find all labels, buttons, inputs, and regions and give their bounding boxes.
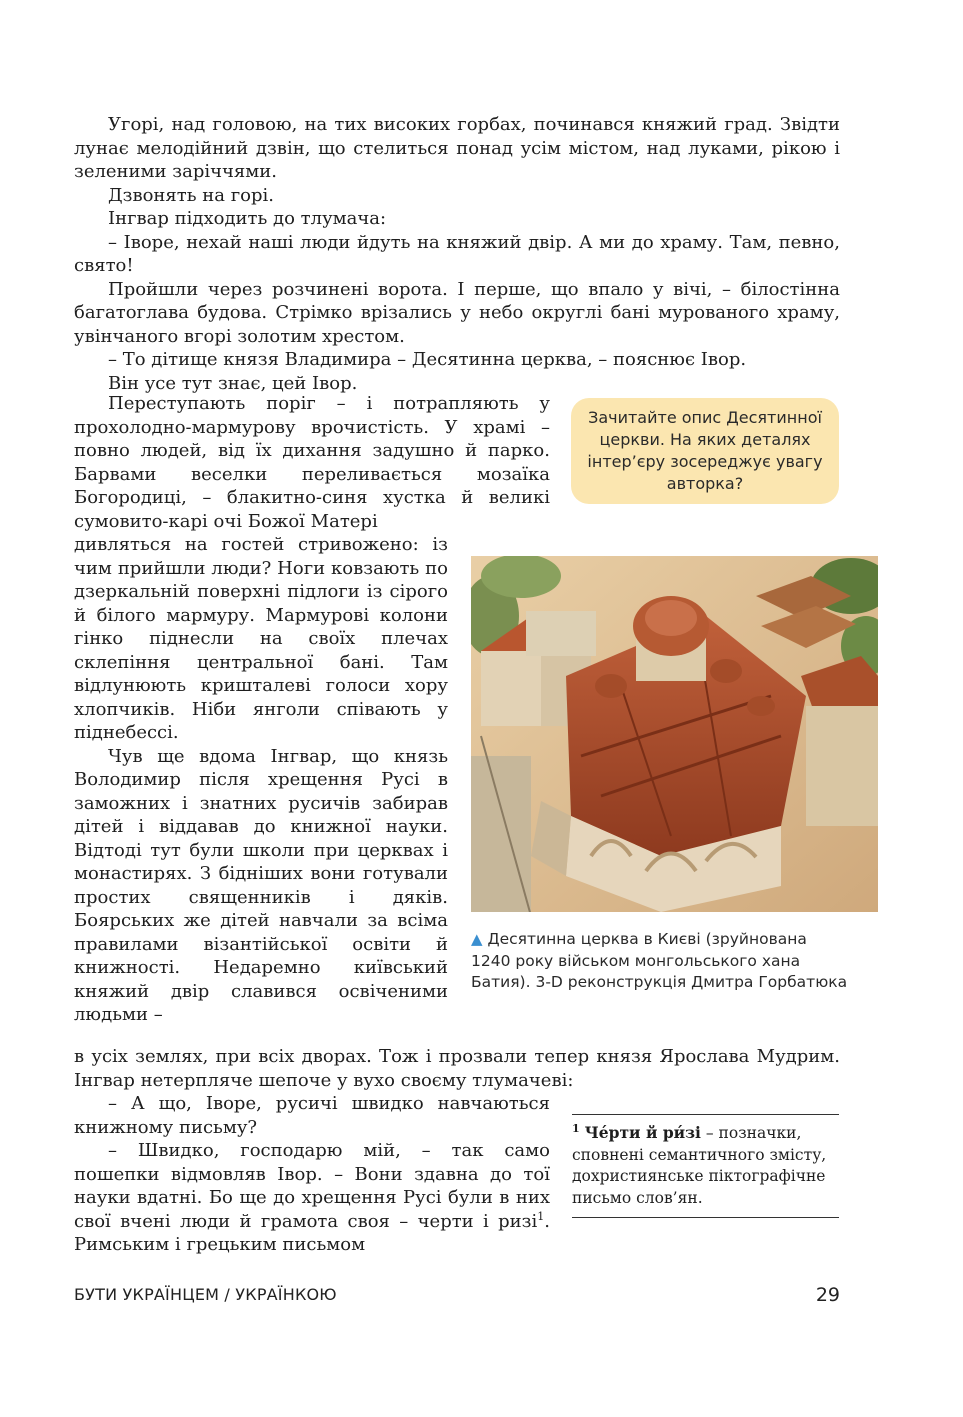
caption-text: Десятинна церква в Києві (зруйнована 1240 року військом монгольського хана Батия). 3-D реконструкція Дмитра Горбатюка — [471, 930, 848, 991]
footnote-ref: 1 — [537, 1209, 545, 1223]
triangle-marker-icon: ▲ — [471, 930, 483, 948]
page-number: 29 — [815, 1284, 840, 1306]
paragraph: Переступають поріг – і потрапляють у прохолодно-мармурову врочистість. У храмі – повно людей, від їх дихання задушно й парко. Барвами веселки переливається мозаїка Богородиці, – блакитно-синя хустка й великі сумовито-карі очі Божої Матері — [74, 393, 550, 532]
paragraph-text: – Швидко, господарю мій, – так само пошепки відмовляв Івор. – Вони здавна до тої науки вдатні. Бо ще до хрещення Русі були в них свої вчені люди й грамота своя – черти і ризі — [74, 1140, 550, 1232]
footnote-definition: – позначки, сповнені семантичного змісту, дохристиянське піктографічне письмо слов’ян. — [572, 1124, 827, 1207]
paragraph — [74, 1139, 550, 1257]
top-text-block — [74, 113, 840, 395]
full-width-text — [74, 1045, 840, 1092]
paragraph: – То дітище князя Владимира – Десятинна церква, – пояснює Івор. — [108, 349, 747, 370]
callout-text: Зачитайте опис Десятинної церкви. На яких деталях інтер’єру зосереджує увагу авторка? — [587, 408, 823, 493]
paragraph: в усіх землях, при всіх дворах. Тож і прозвали тепер князя Ярослава Мудрим. Інгвар нетерпляче шепоче у вухо своєму тлумачеві: — [74, 1046, 840, 1091]
narrow-text-column — [74, 533, 448, 1027]
bottom-left-text — [74, 1092, 550, 1257]
paragraph: Угорі, над головою, на тих високих горбах, починався княжий град. Звідти лунає мелодійний дзвін, що стелиться понад усім містом, над луками, рікою і зеленими заріччями. — [74, 114, 840, 182]
paragraph: Дзвонять на горі. — [108, 184, 274, 206]
church-reconstruction-image — [471, 556, 878, 912]
paragraph: Інгвар підходить до тлумача: — [108, 208, 387, 229]
paragraph-text: . Римським і грецьким письмом — [74, 1210, 550, 1255]
church-illustration — [471, 556, 878, 912]
footnote-term: Че́рти й ри́зі — [584, 1123, 701, 1142]
footnote-number: 1 — [572, 1121, 580, 1135]
paragraph: дивляться на гостей стривожено: із чим прийшли люди? Ноги ковзають по дзеркальній поверхні підлоги із сірого й білого мармуру. Мармурові колони гінко піднесли на своїх плечах склепіння центральної бані. Там відлунюють кришталеві голоси хору хлопчиків. Ніби янголи співають у піднебессі. — [74, 534, 448, 743]
paragraph: Він усе тут знає, цей Івор. — [108, 372, 358, 394]
paragraph: Пройшли через розчинені ворота. І перше, що впало у вічі, – білостінна багатоглава будова. Стрімко врізались у небо округлі бані мурованого храму, увінчаного вгорі золотим хрестом. — [74, 278, 840, 347]
paragraph: Чув ще вдома Інгвар, що князь Володимир після хрещення Русі в заможних і знатних русичів забирав дітей і віддавав до книжної науки. Відтоді тут були школи при церквах і монастирях. З бідніших вони готували простих священників і дяків. Боярських же дітей навчали за всіма правилами візантійської освіти й книжності. Недаремно київський княжий двір славився освіченими людьми – — [74, 745, 448, 1025]
question-callout — [571, 398, 839, 504]
paragraph: – А що, Іворе, русичі швидко навчаються книжному письму? — [74, 1093, 550, 1138]
image-caption — [471, 929, 851, 994]
footer-title: БУТИ УКРАЇНЦЕМ / УКРАЇНКОЮ — [74, 1285, 337, 1304]
paragraph: – Іворе, нехай наші люди йдуть на княжий двір. А ми до храму. Там, певно, свято! — [74, 231, 840, 276]
footnote — [572, 1114, 839, 1218]
